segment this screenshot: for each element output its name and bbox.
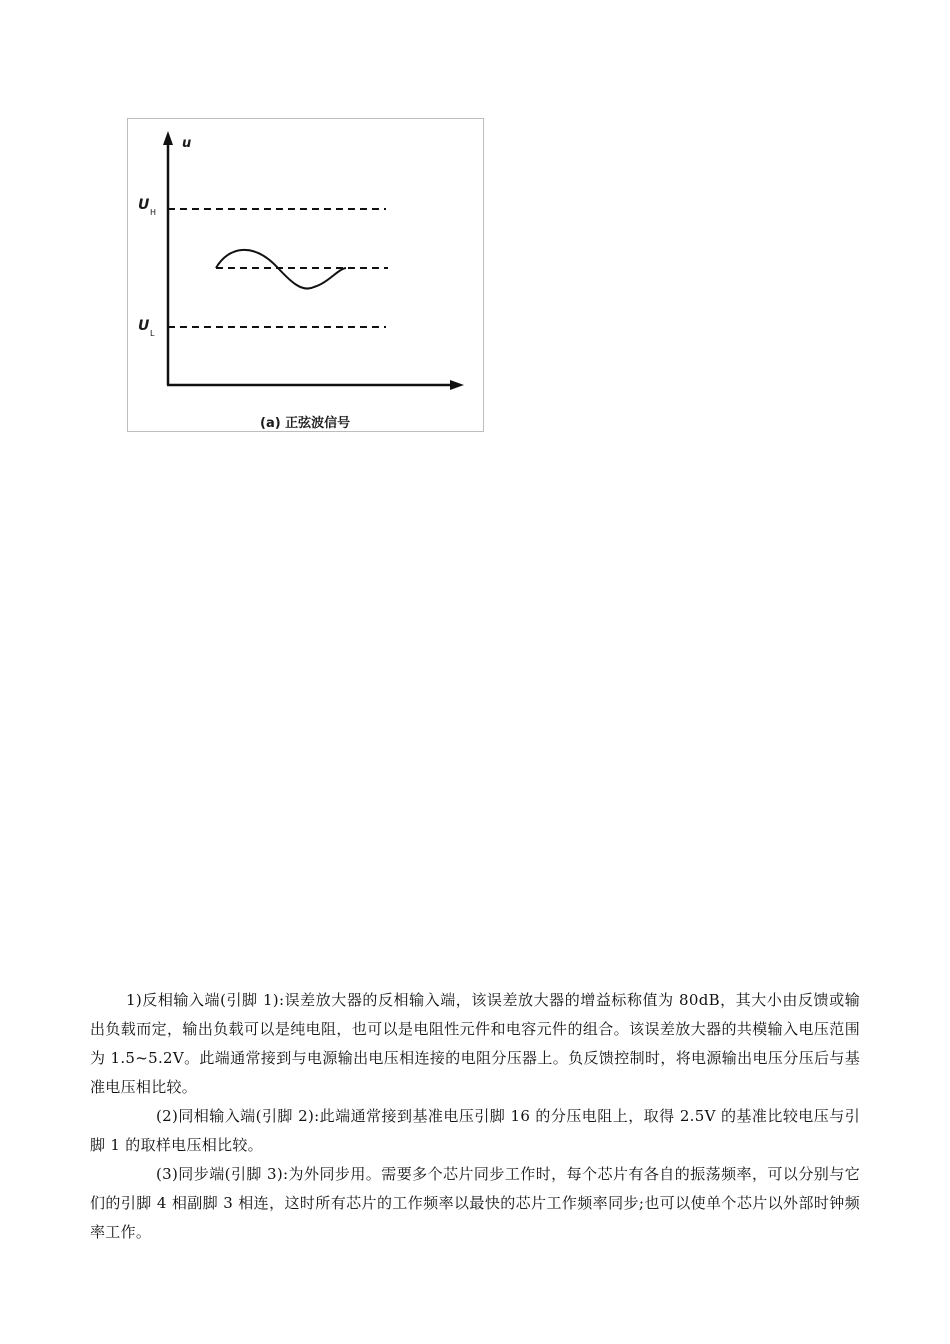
sine-wave-figure bbox=[127, 118, 484, 432]
axis-label-u: u bbox=[182, 136, 192, 151]
body-text bbox=[90, 986, 860, 1247]
y-axis-arrow bbox=[163, 131, 173, 145]
sine-wave-diagram bbox=[128, 119, 485, 433]
level-low-subscript: L bbox=[150, 329, 155, 338]
paragraph-sync-pin: (3)同步端(引脚 3):为外同步用。需要多个芯片同步工作时，每个芯片有各自的振荡频率，可以分别与它们的引脚 4 相副脚 3 相连，这时所有芯片的工作频率以最快的芯片工作频率同步;也可以使单个芯片以外部时钟频率工作。 bbox=[90, 1165, 860, 1241]
level-low-label: U bbox=[138, 318, 150, 334]
figure-caption: (a) 正弦波信号 bbox=[260, 416, 351, 431]
paragraph-noninverting-input: (2)同相输入端(引脚 2):此端通常接到基准电压引脚 16 的分压电阻上，取得 2.5V 的基准比较电压与引脚 1 的取样电压相比较。 bbox=[90, 1107, 860, 1154]
level-high-subscript: H bbox=[150, 208, 157, 217]
x-axis-arrow bbox=[450, 380, 464, 390]
level-high-label: U bbox=[138, 197, 150, 213]
sine-wave bbox=[216, 250, 346, 289]
paragraph-inverting-input: 1)反相输入端(引脚 1):误差放大器的反相输入端，该误差放大器的增益标称值为 80dB，其大小由反馈或输出负载而定，输出负载可以是纯电阻，也可以是电阻性元件和电容元件的组合。该误差放大器的共模输入电压范围为 1.5~5.2V。此端通常接到与电源输出电压相连接的电阻分压器上。负反馈控制时，将电源输出电压分压后与基准电压相比较。 bbox=[90, 991, 860, 1096]
